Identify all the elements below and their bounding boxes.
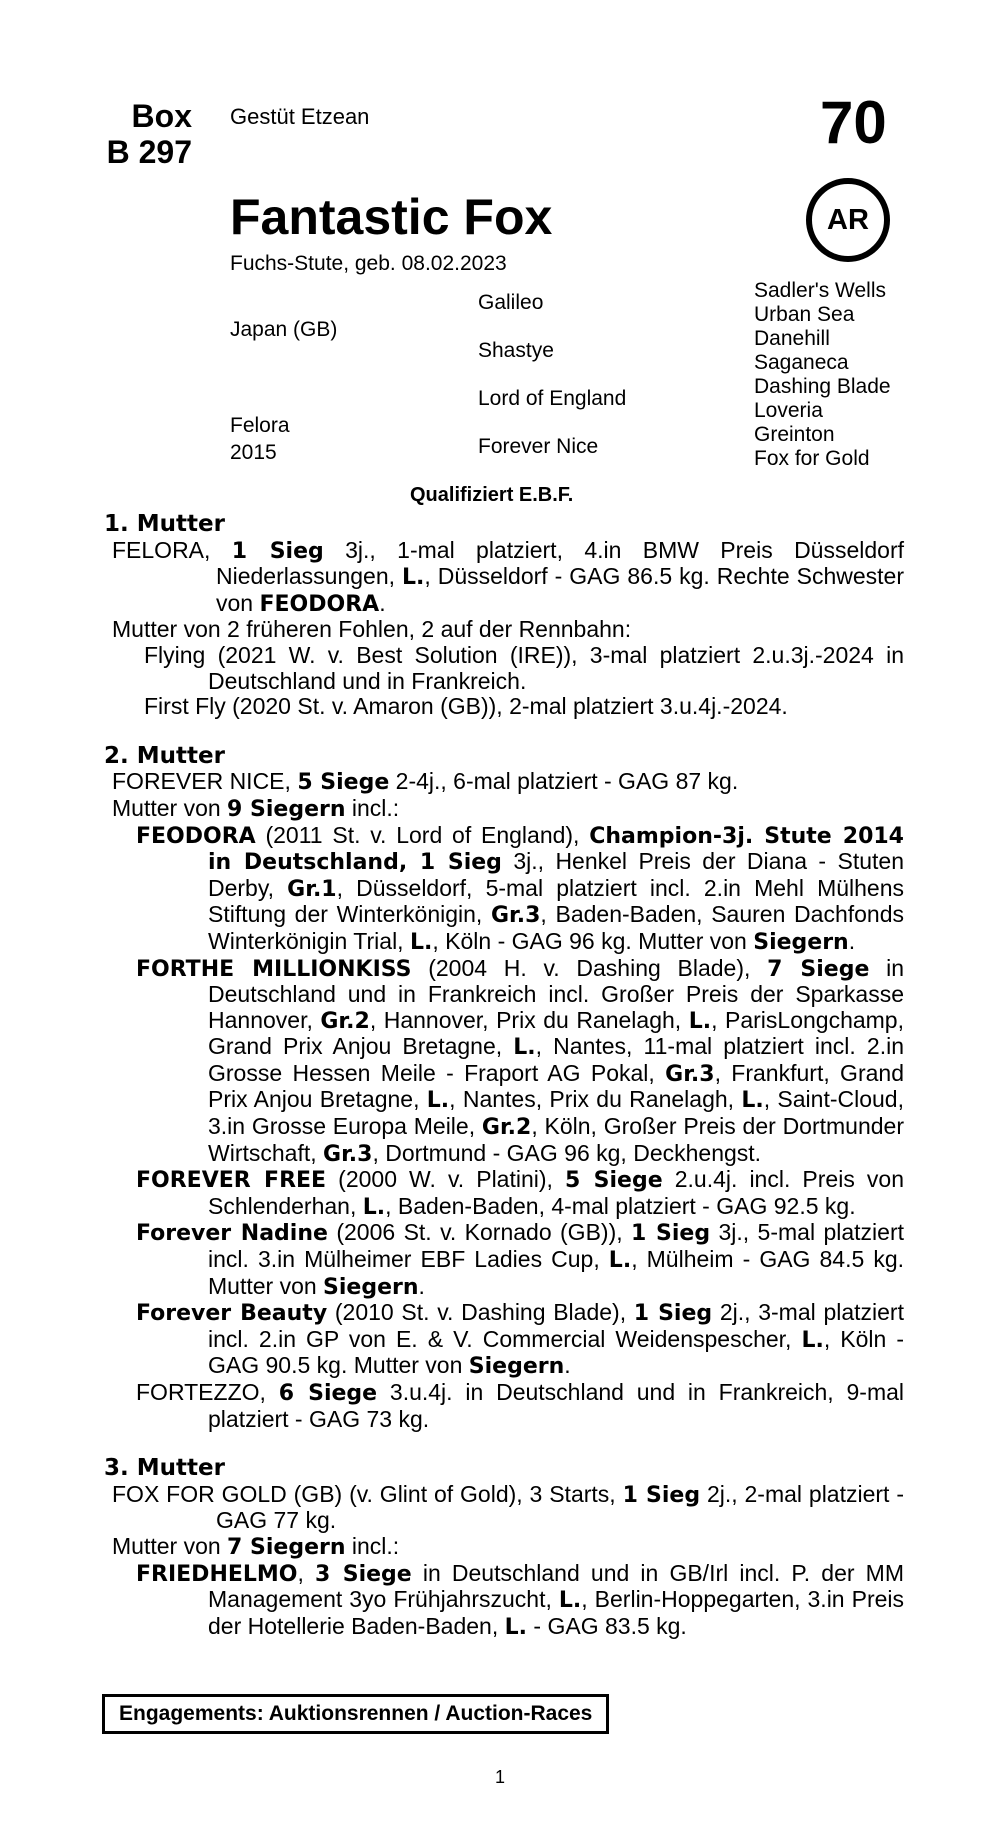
page-number: 1 bbox=[494, 1767, 505, 1787]
lot-number: 70 bbox=[820, 89, 887, 156]
pedigree-dam-sire: Lord of England bbox=[478, 387, 627, 410]
ggp-item: Urban Sea bbox=[754, 303, 855, 326]
pedigree-great-grandparents bbox=[754, 279, 891, 471]
box-number: B 297 bbox=[106, 134, 192, 170]
ggp-item: Loveria bbox=[754, 399, 823, 422]
pedigree-sire-dam: Shastye bbox=[478, 339, 554, 362]
first-dam-foals-intro: Mutter von 2 früheren Fohlen, 2 auf der Rennbahn: bbox=[112, 616, 632, 643]
stud-name: Gestüt Etzean bbox=[230, 104, 370, 129]
third-dam-winners: Mutter von 7 Siegern incl.: bbox=[112, 1532, 400, 1560]
produce-entry-fortezzo: FORTEZZO, 6 Siege 3.u.4j. in Deutschland und in Frankreich, 9-mal platziert - GAG 73 kg. bbox=[136, 1379, 905, 1432]
ggp-item: Danehill bbox=[754, 327, 830, 350]
pedigree-sire-sire: Galileo bbox=[478, 291, 544, 314]
ggp-item: Dashing Blade bbox=[754, 375, 891, 398]
qualification: Qualifiziert E.B.F. bbox=[410, 484, 574, 506]
ggp-item: Fox for Gold bbox=[754, 447, 870, 470]
horse-description: Fuchs-Stute, geb. 08.02.2023 bbox=[230, 252, 507, 275]
produce-entry-forever-beauty: Forever Beauty (2010 St. v. Dashing Blade), 1 Sieg 2j., 3-mal platziert incl. 2.in GP von E. & V. Commercial Weidenspescher, L., Köln - GAG 90.5 kg. Mutter von Siegern. bbox=[136, 1299, 904, 1380]
first-dam-record: FELORA, 1 Sieg 3j., 1-mal platziert, 4.in BMW Preis Düsseldorf Niederlassungen, L., Düsseldorf - GAG 86.5 kg. Rechte Schwester von FEODORA. bbox=[112, 536, 905, 617]
produce-record bbox=[104, 512, 904, 1640]
ar-badge-icon bbox=[806, 178, 890, 262]
third-dam-title: 3. Mutter bbox=[104, 1455, 225, 1482]
pedigree-dam-year: 2015 bbox=[230, 441, 277, 464]
foal-entry: First Fly (2020 St. v. Amaron (GB)), 2-mal platziert 3.u.4j.-2024. bbox=[144, 693, 788, 720]
first-dam-title: 1. Mutter bbox=[104, 511, 225, 537]
ar-badge-text: AR bbox=[827, 203, 869, 236]
engagements-box: Engagements: Auktionsrennen / Auction-Races bbox=[102, 1694, 609, 1734]
third-dam-record: FOX FOR GOLD (GB) (v. Glint of Gold), 3 Starts, 1 Sieg 2j., 2-mal platziert - GAG 77 kg. bbox=[112, 1480, 904, 1534]
produce-entry-friedhelmo: FRIEDHELMO, 3 Siege in Deutschland und in GB/Irl incl. P. der MM Management 3yo Frühjahrszucht, L., Berlin-Hoppegarten, 3.in Preis der Hotellerie Baden-Baden, L. - GAG 83.5 kg. bbox=[136, 1559, 905, 1640]
second-dam-record: FOREVER NICE, 5 Siege 2-4j., 6-mal platziert - GAG 87 kg. bbox=[112, 768, 739, 796]
pedigree-dam: Felora bbox=[230, 414, 290, 437]
second-dam-winners: Mutter von 9 Siegern incl.: bbox=[112, 794, 400, 822]
produce-entry-forever-free: FOREVER FREE (2000 W. v. Platini), 5 Siege 2.u.4j. incl. Preis von Schlenderhan, L., Baden-Baden, 4-mal platziert - GAG 92.5 kg. bbox=[136, 1166, 904, 1220]
box-label bbox=[100, 98, 192, 170]
horse-name: Fantastic Fox bbox=[230, 189, 553, 245]
produce-entry-forthe-millionkiss: FORTHE MILLIONKISS (2004 H. v. Dashing Blade), 7 Siege in Deutschland und in Frankreich incl. Großer Preis der Sparkasse Hannover, Gr.2, Hannover, Prix du Ranelagh, L., ParisLongchamp, Grand Prix Anjou Bretagne, L., Nantes, 11-mal platziert incl. 2.in Grosse Hessen Meile - Fraport AG Pokal, Gr.3, Frankfurt, Grand Prix Anjou Bretagne, L., Nantes, Prix du Ranelagh, L., Saint-Cloud, 3.in Grosse Europa Meile, Gr.2, Köln, Großer Preis der Dortmunder Wirtschaft, Gr.3, Dortmund - GAG 96 kg, Deckhengst. bbox=[136, 954, 905, 1167]
pedigree-sire: Japan (GB) bbox=[230, 318, 338, 341]
produce-entry-forever-nadine: Forever Nadine (2006 St. v. Kornado (GB)), 1 Sieg 3j., 5-mal platziert incl. 3.in Mülheimer EBF Ladies Cup, L., Mülheim - GAG 84.5 kg. Mutter von Siegern. bbox=[136, 1219, 905, 1300]
box-title: Box bbox=[131, 98, 192, 134]
ggp-item: Saganeca bbox=[754, 351, 849, 374]
produce-entry-feodora: FEODORA (2011 St. v. Lord of England), Champion-3j. Stute 2014 in Deutschland, 1 Sieg 3j., Henkel Preis der Diana - Stuten Derby, Gr.1, Düsseldorf, 5-mal platziert incl. 2.in Mehl Mülhens Stiftung der Winterkönigin, Gr.3, Baden-Baden, Sauren Dachfonds Winterkönigin Trial, L., Köln - GAG 96 kg. Mutter von Siegern. bbox=[136, 821, 905, 955]
ggp-item: Sadler's Wells bbox=[754, 279, 886, 302]
pedigree-dam-dam: Forever Nice bbox=[478, 435, 599, 458]
foal-entry: Flying (2021 W. v. Best Solution (IRE)), 3-mal platziert 2.u.3j.-2024 in Deutschland und in Frankreich. bbox=[144, 641, 904, 694]
second-dam-title: 2. Mutter bbox=[104, 742, 225, 769]
ggp-item: Greinton bbox=[754, 423, 835, 446]
